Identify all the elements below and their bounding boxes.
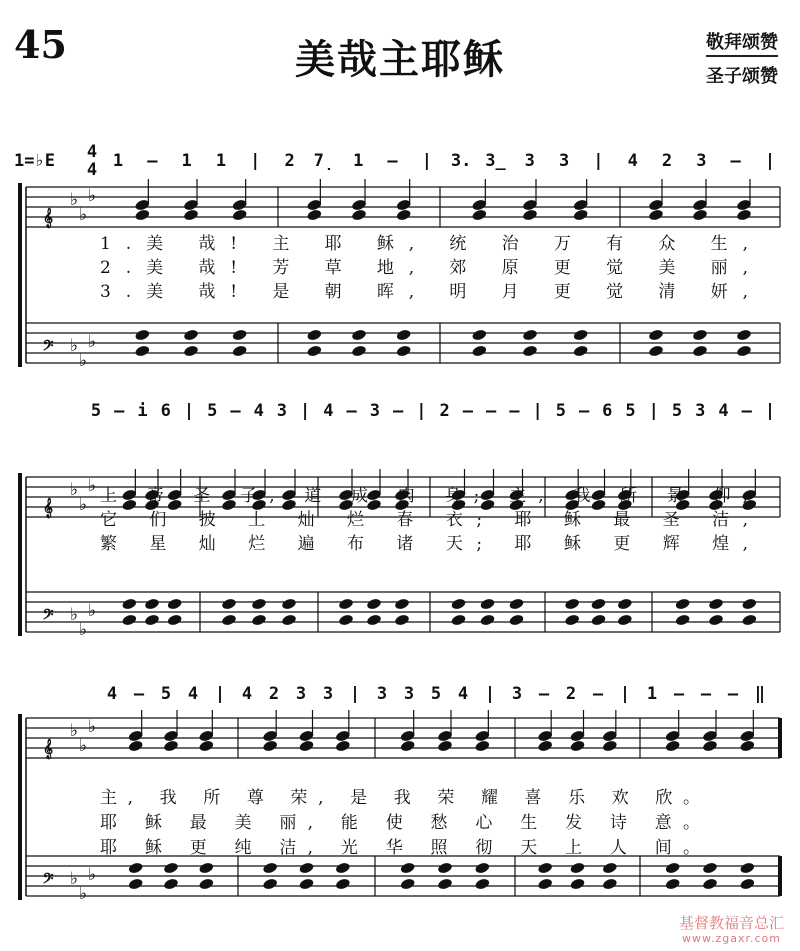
jianpu-note: 3 <box>524 151 535 171</box>
notehead <box>167 597 183 610</box>
flat-icon: ♭ <box>69 336 79 356</box>
flat-icon: ♭ <box>69 190 79 210</box>
watermark-url: www.zgaxr.com <box>681 932 781 945</box>
notehead <box>736 344 752 357</box>
category-label-primary: 敬拜颂赞 <box>706 28 778 57</box>
flat-icon: ♭ <box>69 721 79 741</box>
notehead <box>537 739 553 752</box>
jianpu-note: 4 <box>106 684 118 704</box>
jianpu-barline: | <box>648 401 659 421</box>
jianpu-barline: | <box>421 151 432 171</box>
flat-icon: ♭ <box>87 476 97 496</box>
notehead <box>736 328 752 341</box>
jianpu-barline: | <box>183 401 195 421</box>
notehead <box>128 739 144 752</box>
jianpu-note: – <box>673 684 685 704</box>
notehead <box>400 861 416 874</box>
notehead <box>602 877 618 890</box>
jianpu-note: 3 <box>376 684 388 704</box>
jianpu-note: 2 <box>268 684 280 704</box>
jianpu-barline: | <box>764 151 776 171</box>
notehead <box>564 597 580 610</box>
notehead <box>128 877 144 890</box>
notehead <box>675 597 691 610</box>
jianpu-note: 5 <box>90 401 102 421</box>
jianpu-note: 4 <box>718 401 729 421</box>
time-signature-bottom: 4 <box>86 160 98 180</box>
notehead <box>702 877 718 890</box>
notehead <box>183 328 199 341</box>
jianpu-barline: | <box>250 151 261 171</box>
flat-icon: ♭ <box>78 495 88 515</box>
notehead <box>741 613 757 626</box>
watermark-site-name: 基督教福音总汇 <box>678 914 784 932</box>
notehead <box>665 877 681 890</box>
notehead <box>335 877 351 890</box>
notehead <box>298 739 314 752</box>
notehead <box>262 739 278 752</box>
jianpu-note: 4 <box>627 151 638 171</box>
notehead <box>183 344 199 357</box>
jianpu-note: 3 <box>695 401 706 421</box>
flat-icon: ♭ <box>87 186 97 206</box>
flat-icon: ♭ <box>78 736 88 756</box>
bass-clef-icon: 𝄢 <box>42 607 54 627</box>
jianpu-note: – <box>462 401 473 421</box>
notehead <box>692 344 708 357</box>
jianpu-note: 3̲ <box>485 151 506 171</box>
jianpu-note: 2 <box>565 684 577 704</box>
notehead <box>522 344 538 357</box>
notehead <box>338 597 354 610</box>
jianpu-note: 4 <box>241 684 253 704</box>
notehead <box>479 613 495 626</box>
notehead <box>569 861 585 874</box>
jianpu-note: 3 <box>403 684 415 704</box>
notehead <box>298 861 314 874</box>
notehead <box>564 613 580 626</box>
jianpu-barline: | <box>593 151 604 171</box>
notehead <box>251 597 267 610</box>
jianpu-barline: ‖ <box>754 684 766 704</box>
notehead <box>471 208 487 221</box>
notehead <box>351 208 367 221</box>
jianpu-note: – <box>578 401 590 421</box>
notehead <box>474 877 490 890</box>
jianpu-note: 3 <box>295 684 307 704</box>
notehead <box>121 613 137 626</box>
notehead <box>602 861 618 874</box>
notehead <box>708 597 724 610</box>
jianpu-note: 5 <box>207 401 218 421</box>
notehead <box>232 344 248 357</box>
jianpu-note: 5 <box>625 401 636 421</box>
jianpu-note: – <box>230 401 241 421</box>
flat-icon: ♭ <box>87 601 97 621</box>
lyric-line: 2.美 哉! 芳 草 地, 郊 原 更 觉 美 丽, <box>100 258 748 278</box>
jianpu-note: 3. <box>450 151 472 171</box>
notehead <box>569 739 585 752</box>
hymn-number: 45 <box>14 22 67 67</box>
jianpu-note: – <box>346 401 357 421</box>
jianpu-note: 2 <box>284 151 295 171</box>
jianpu-note: 3 <box>276 401 288 421</box>
notehead <box>692 208 708 221</box>
notehead <box>471 344 487 357</box>
treble-clef-icon: 𝄞 <box>42 739 54 759</box>
flat-icon: ♭ <box>87 332 97 352</box>
flat-icon: ♭ <box>87 717 97 737</box>
notehead <box>537 861 553 874</box>
treble-clef-icon: 𝄞 <box>42 208 54 228</box>
notehead <box>573 208 589 221</box>
notehead <box>338 613 354 626</box>
notehead <box>251 613 267 626</box>
flat-icon: ♭ <box>69 480 79 500</box>
lyric-line: 3.美 哉! 是 朝 晖, 明 月 更 觉 清 妍, <box>100 282 748 302</box>
notehead <box>396 328 412 341</box>
notehead <box>617 613 633 626</box>
notehead <box>573 344 589 357</box>
notehead <box>590 597 606 610</box>
jianpu-note: 1 <box>112 151 124 171</box>
notehead <box>163 877 179 890</box>
jianpu-note: – <box>592 684 604 704</box>
jianpu-note: – <box>393 401 404 421</box>
notehead <box>522 208 538 221</box>
notehead <box>232 208 248 221</box>
lyric-line: 耶 稣 更 纯 洁, 光 华 照 彻 天 上 人 间。 <box>100 838 700 858</box>
jianpu-note: 4 <box>457 684 469 704</box>
jianpu-note: 3 <box>558 151 570 171</box>
key-signature: 1=♭E <box>14 151 55 171</box>
jianpu-barline: | <box>416 401 427 421</box>
notehead <box>450 597 466 610</box>
system-bracket <box>18 183 22 367</box>
jianpu-note: 1 <box>353 151 364 171</box>
notehead <box>221 613 237 626</box>
watermark <box>679 915 784 947</box>
notehead <box>739 877 755 890</box>
notehead <box>335 861 351 874</box>
notehead <box>450 613 466 626</box>
jianpu-note: 5 <box>160 684 172 704</box>
notehead <box>602 739 618 752</box>
notehead <box>351 328 367 341</box>
category-label-secondary: 圣子颂赞 <box>706 66 778 87</box>
jianpu-note: 1 <box>215 151 227 171</box>
notehead <box>474 861 490 874</box>
jianpu-note: 3 <box>322 684 334 704</box>
notehead <box>437 877 453 890</box>
hymn-title: 美哉主耶稣 <box>295 36 505 83</box>
notehead <box>590 613 606 626</box>
jianpu-note: – <box>727 684 739 704</box>
notehead <box>394 613 410 626</box>
notehead <box>569 877 585 890</box>
lyric-line: 它 们 披 上 灿 烂 春 衣; 耶 稣 最 圣 洁, <box>100 510 748 530</box>
notehead <box>121 597 137 610</box>
jianpu-note: – <box>730 151 741 171</box>
notehead <box>163 861 179 874</box>
bass-clef-icon: 𝄢 <box>42 338 54 358</box>
notehead <box>221 597 237 610</box>
jianpu-note: – <box>485 401 497 421</box>
jianpu-note: 3 <box>511 684 523 704</box>
lyric-line: 1.美 哉! 主 耶 稣, 统 治 万 有 众 生, <box>100 234 748 254</box>
notehead <box>675 613 691 626</box>
flat-icon: ♭ <box>78 205 88 225</box>
notehead <box>479 597 495 610</box>
notehead <box>366 597 382 610</box>
jianpu-barline: | <box>349 684 361 704</box>
notehead <box>262 877 278 890</box>
notehead <box>692 328 708 341</box>
notehead <box>648 328 664 341</box>
jianpu-barline: | <box>300 401 311 421</box>
lyric-line: 耶 稣 最 美 丽, 能 使 愁 心 生 发 诗 意。 <box>100 813 700 833</box>
jianpu-barline: | <box>532 401 543 421</box>
notehead <box>437 739 453 752</box>
notehead <box>167 613 183 626</box>
jianpu-note: – <box>387 151 398 171</box>
jianpu-note: 5 <box>555 401 566 421</box>
notehead <box>400 739 416 752</box>
notehead <box>134 328 150 341</box>
bass-clef-icon: 𝄢 <box>42 871 54 891</box>
time-signature-top: 4 <box>86 142 98 162</box>
jianpu-note: 2 <box>439 401 450 421</box>
flat-icon: ♭ <box>78 351 88 371</box>
jianpu-note: 7̣ <box>313 151 335 171</box>
notehead <box>281 613 297 626</box>
notehead <box>736 208 752 221</box>
notehead <box>144 597 160 610</box>
jianpu-note: 3 <box>696 151 707 171</box>
jianpu-note: 2 <box>661 151 673 171</box>
notehead <box>351 344 367 357</box>
notehead <box>396 208 412 221</box>
notehead <box>665 861 681 874</box>
notehead <box>306 328 322 341</box>
notehead <box>648 344 664 357</box>
flat-icon: ♭ <box>69 869 79 889</box>
notehead <box>522 328 538 341</box>
notehead <box>437 861 453 874</box>
notehead <box>183 208 199 221</box>
flat-icon: ♭ <box>87 865 97 885</box>
notehead <box>163 739 179 752</box>
notehead <box>508 597 524 610</box>
flat-icon: ♭ <box>69 605 79 625</box>
notehead <box>298 877 314 890</box>
jianpu-note: 4 <box>323 401 334 421</box>
jianpu-note: 4 <box>253 401 264 421</box>
jianpu-note: – <box>509 401 520 421</box>
jianpu-note: i <box>137 401 148 421</box>
notehead <box>739 739 755 752</box>
notehead <box>741 597 757 610</box>
jianpu-barline: | <box>214 684 226 704</box>
notehead <box>708 613 724 626</box>
jianpu-barline: | <box>619 684 631 704</box>
jianpu-note: – <box>538 684 550 704</box>
flat-icon: ♭ <box>78 884 88 904</box>
jianpu-note: 6 <box>602 401 613 421</box>
notehead <box>134 344 150 357</box>
jianpu-note: – <box>114 401 125 421</box>
jianpu-note: 1 <box>646 684 658 704</box>
flat-icon: ♭ <box>78 620 88 640</box>
jianpu-barline: | <box>484 684 496 704</box>
jianpu-note: 3 <box>369 401 381 421</box>
notehead <box>573 328 589 341</box>
notehead <box>394 597 410 610</box>
jianpu-note: 5 <box>430 684 442 704</box>
jianpu-note: – <box>147 151 158 171</box>
jianpu-note: – <box>133 684 145 704</box>
notehead <box>144 613 160 626</box>
treble-clef-icon: 𝄞 <box>42 498 54 518</box>
notehead <box>474 739 490 752</box>
notehead <box>537 877 553 890</box>
jianpu-note: 5 <box>671 401 683 421</box>
jianpu-note: 4 <box>187 684 199 704</box>
notehead <box>262 861 278 874</box>
notehead <box>134 208 150 221</box>
lyric-line: 主, 我 所 尊 荣, 是 我 荣 耀 喜 乐 欢 欣。 <box>100 788 700 808</box>
notehead <box>702 861 718 874</box>
notehead <box>198 877 214 890</box>
notehead <box>702 739 718 752</box>
notehead <box>281 597 297 610</box>
jianpu-note: – <box>700 684 712 704</box>
notehead <box>232 328 248 341</box>
notehead <box>335 739 351 752</box>
jianpu-barline: | <box>764 401 776 421</box>
jianpu-note: 6 <box>160 401 171 421</box>
notehead <box>739 861 755 874</box>
notehead <box>396 344 412 357</box>
notehead <box>508 613 524 626</box>
notehead <box>198 861 214 874</box>
lyric-line: 上 帝 圣 子, 道 成 肉 身; 主, 我 所 景 仰, <box>100 486 748 506</box>
jianpu-note: 1 <box>181 151 192 171</box>
notehead <box>648 208 664 221</box>
notehead <box>198 739 214 752</box>
notehead <box>471 328 487 341</box>
notehead <box>306 208 322 221</box>
notehead <box>128 861 144 874</box>
jianpu-note: – <box>741 401 752 421</box>
system-bracket <box>18 473 22 636</box>
notehead <box>617 597 633 610</box>
lyric-line: 繁 星 灿 烂 遍 布 诸 天; 耶 稣 更 辉 煌, <box>100 534 748 554</box>
notehead <box>665 739 681 752</box>
notehead <box>306 344 322 357</box>
notehead <box>366 613 382 626</box>
system-bracket <box>18 714 22 900</box>
notehead <box>400 877 416 890</box>
